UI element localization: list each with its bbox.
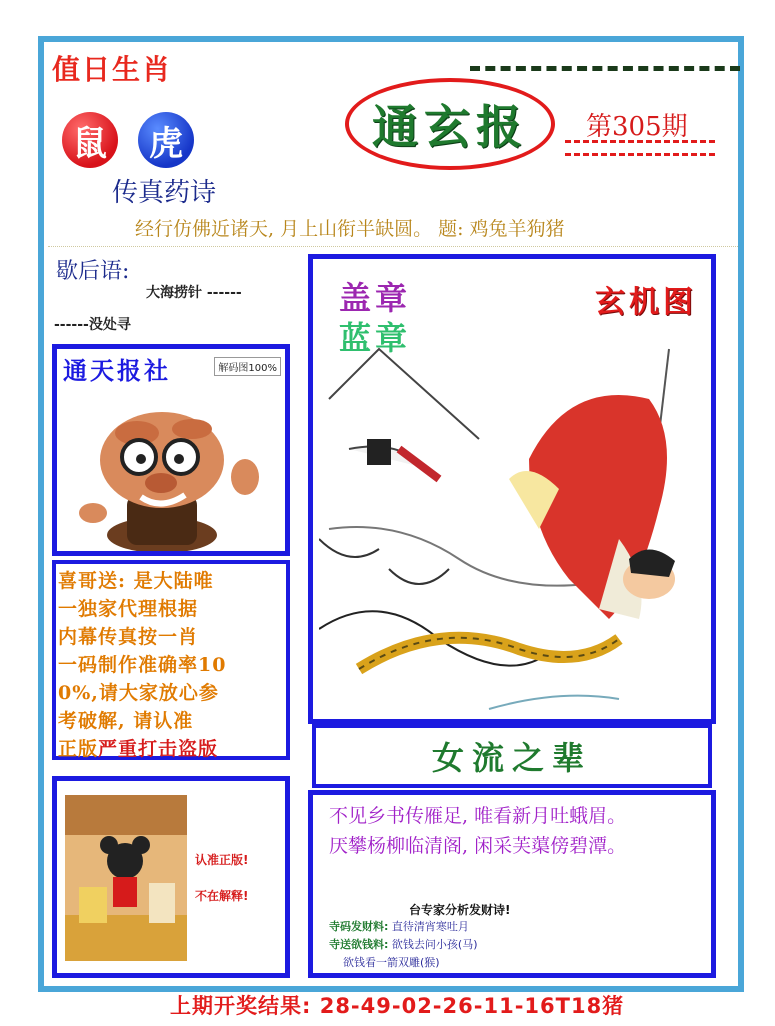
last-draw-result: 上期开奖结果: 28-49-02-26-11-16T18猪 (170, 994, 625, 1018)
riddle-part-1: 大海捞针 ------ (146, 285, 242, 301)
masthead-oval (345, 78, 555, 170)
fax-poem-title: 传真药诗 (112, 178, 217, 208)
promo-line-last (58, 735, 284, 763)
expert-line-1-text: 直待清宵寒吐月 (388, 920, 469, 933)
expert-line-1-lead: 寺码发财料: (329, 920, 389, 933)
promo-line: 考破解, 请认准 (58, 710, 194, 732)
masthead-title: 通玄报 (372, 100, 528, 154)
expert-header: 台专家分析发财诗! (409, 903, 511, 917)
cartoon-panel (52, 344, 290, 556)
stamp-label-1: 盖章 (339, 279, 412, 317)
promo-panel (52, 560, 290, 760)
zodiac-circle-right: 虎 (138, 112, 194, 168)
promo-line: 一独家代理根据 (58, 598, 199, 620)
promo-last-prefix: 正版 (58, 738, 99, 760)
mystery-picture-panel (308, 254, 716, 724)
promo-line: 一码制作准确率10 (58, 654, 227, 676)
photo-label-genuine: 认准正版! (195, 853, 249, 867)
expert-line-3: 欲钱看一箭双雕(猴) (343, 956, 440, 969)
header-dash-line (470, 66, 740, 76)
fax-poem-line: 经行仿佛近诸天, 月上山衔半缺圆。 题: 鸡兔羊狗猪 (135, 218, 565, 240)
promo-last-red: 严重打击盗版 (98, 738, 219, 760)
promo-line: 喜哥送: 是大陆唯 (58, 570, 214, 592)
photo-label-no-explain: 不在解释! (195, 889, 249, 903)
riddle-title: 歇后语: (56, 259, 130, 284)
cartoon-title: 通天报社 (63, 356, 171, 385)
zodiac-circle-left: 鼠 (62, 112, 118, 168)
verse-line-2: 厌攀杨柳临清阁, 闲采芙蕖傍碧潭。 (329, 835, 627, 857)
promo-line: 内幕传真按一肖 (58, 626, 199, 648)
divider (48, 246, 738, 247)
fishing-scene-illustration (319, 329, 707, 713)
photo-panel (52, 776, 290, 978)
promo-line: 0%,请大家放心参 (58, 682, 219, 704)
riddle-part-2: ------没处寻 (54, 317, 131, 333)
issue-underline (565, 140, 715, 156)
pig-cartoon-image (77, 385, 267, 551)
mystery-picture-title: 玄机图 (595, 285, 697, 320)
answer-text: 女流之辈 (431, 739, 592, 777)
stamp-label-2: 蓝章 (339, 319, 412, 357)
cartoon-badge: 解码图100% (214, 357, 281, 376)
duty-zodiac-label: 值日生肖 (52, 53, 173, 86)
issue-number: 第305期 (586, 112, 688, 142)
verse-line-1: 不见乡书传雁足, 唯看新月吐蛾眉。 (329, 805, 627, 827)
expert-line-2-text: 欲钱去问小孩(马) (388, 938, 478, 951)
expert-line-2 (329, 936, 695, 954)
verse-panel (308, 790, 716, 978)
expert-line-1 (329, 918, 695, 936)
expert-line-2-lead: 寺送欲钱料: (329, 938, 389, 951)
answer-panel (312, 724, 712, 788)
toy-room-photo (65, 795, 187, 961)
